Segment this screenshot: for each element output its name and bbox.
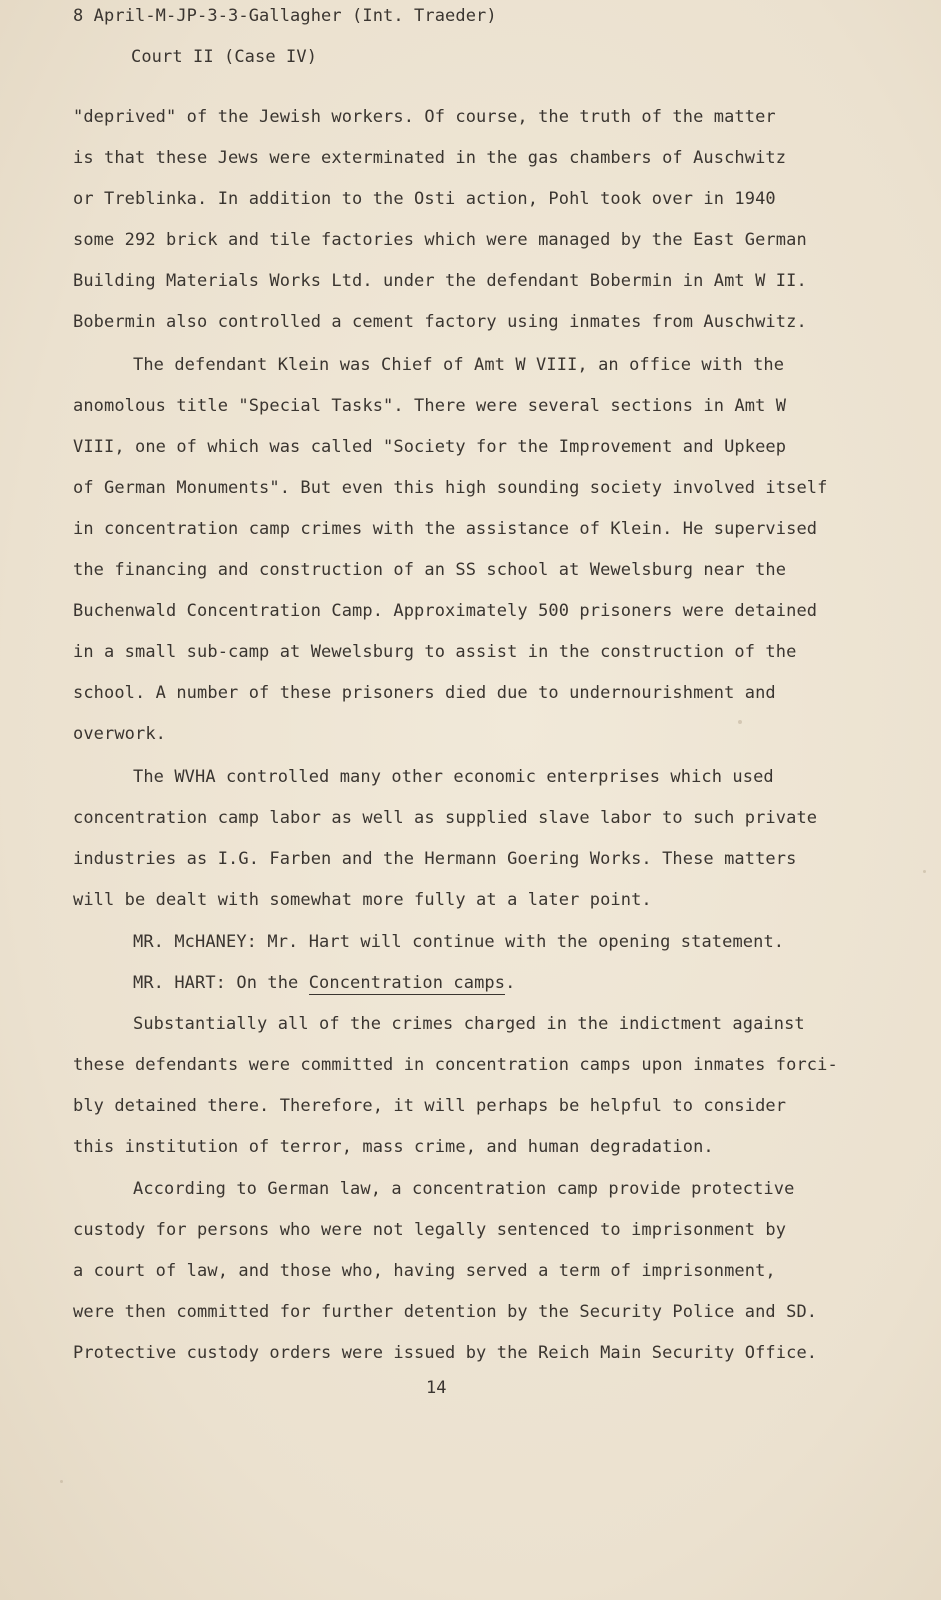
text-line: concentration camp labor as well as supplied slave labor to such private — [73, 808, 818, 828]
header-court: Court II (Case IV) — [131, 47, 318, 67]
text-line: school. A number of these prisoners died due to undernourishment and — [73, 683, 776, 703]
text-line: this institution of terror, mass crime, and human degradation. — [73, 1137, 714, 1157]
text-line: Protective custody orders were issued by the Reich Main Security Office. — [73, 1343, 818, 1363]
text-line: "deprived" of the Jewish workers. Of course, the truth of the matter — [73, 107, 776, 127]
speaker-name: MR. HART: — [133, 973, 227, 993]
speaker-name: MR. McHANEY: — [133, 932, 258, 952]
text-line: some 292 brick and tile factories which were managed by the East German — [73, 230, 807, 250]
text-line: is that these Jews were exterminated in the gas chambers of Auschwitz — [73, 148, 787, 168]
underlined-heading: Concentration camps — [308, 973, 506, 993]
text-line: a court of law, and those who, having served a term of imprisonment, — [73, 1261, 776, 1281]
text-line: in concentration camp crimes with the assistance of Klein. He supervised — [73, 519, 818, 539]
text-line: Buchenwald Concentration Camp. Approximately 500 prisoners were detained — [73, 601, 818, 621]
page-number: 14 — [426, 1378, 447, 1398]
text-line: Bobermin also controlled a cement factory using inmates from Auschwitz. — [73, 312, 807, 332]
text-line: Building Materials Works Ltd. under the defendant Bobermin in Amt W II. — [73, 271, 807, 291]
text-line: custody for persons who were not legally sentenced to imprisonment by — [73, 1220, 787, 1240]
header-reference: 8 April-M-JP-3-3-Gallagher (Int. Traeder) — [73, 6, 497, 26]
text-line: these defendants were committed in concentration camps upon inmates forci- — [73, 1055, 838, 1075]
speaker-line-hart — [133, 973, 515, 993]
text-line: or Treblinka. In addition to the Osti action, Pohl took over in 1940 — [73, 189, 776, 209]
speaker-line-mchaney — [133, 932, 784, 952]
speaker-text: Mr. Hart will continue with the opening statement. — [267, 932, 785, 952]
text-line: will be dealt with somewhat more fully at a later point. — [73, 890, 652, 910]
text-line: were then committed for further detention by the Security Police and SD. — [73, 1302, 818, 1322]
text-line: The defendant Klein was Chief of Amt W VIII, an office with the — [133, 355, 785, 375]
text-line: bly detained there. Therefore, it will perhaps be helpful to consider — [73, 1096, 787, 1116]
paper-speck — [738, 720, 742, 724]
speaker-text-end: . — [505, 973, 516, 993]
text-line: overwork. — [73, 724, 167, 744]
paper-speck — [60, 1480, 63, 1483]
text-line: anomolous title "Special Tasks". There were several sections in Amt W — [73, 396, 787, 416]
speaker-text: On the — [236, 973, 299, 993]
text-line: The WVHA controlled many other economic enterprises which used — [133, 767, 774, 787]
text-line: in a small sub-camp at Wewelsburg to assist in the construction of the — [73, 642, 797, 662]
text-line: industries as I.G. Farben and the Hermann Goering Works. These matters — [73, 849, 797, 869]
text-line: VIII, one of which was called "Society for the Improvement and Upkeep — [73, 437, 787, 457]
text-line: According to German law, a concentration camp provide protective — [133, 1179, 795, 1199]
text-line: the financing and construction of an SS school at Wewelsburg near the — [73, 560, 787, 580]
text-line: Substantially all of the crimes charged in the indictment against — [133, 1014, 805, 1034]
text-line: of German Monuments". But even this high sounding society involved itself — [73, 478, 828, 498]
paper-speck — [923, 870, 926, 873]
